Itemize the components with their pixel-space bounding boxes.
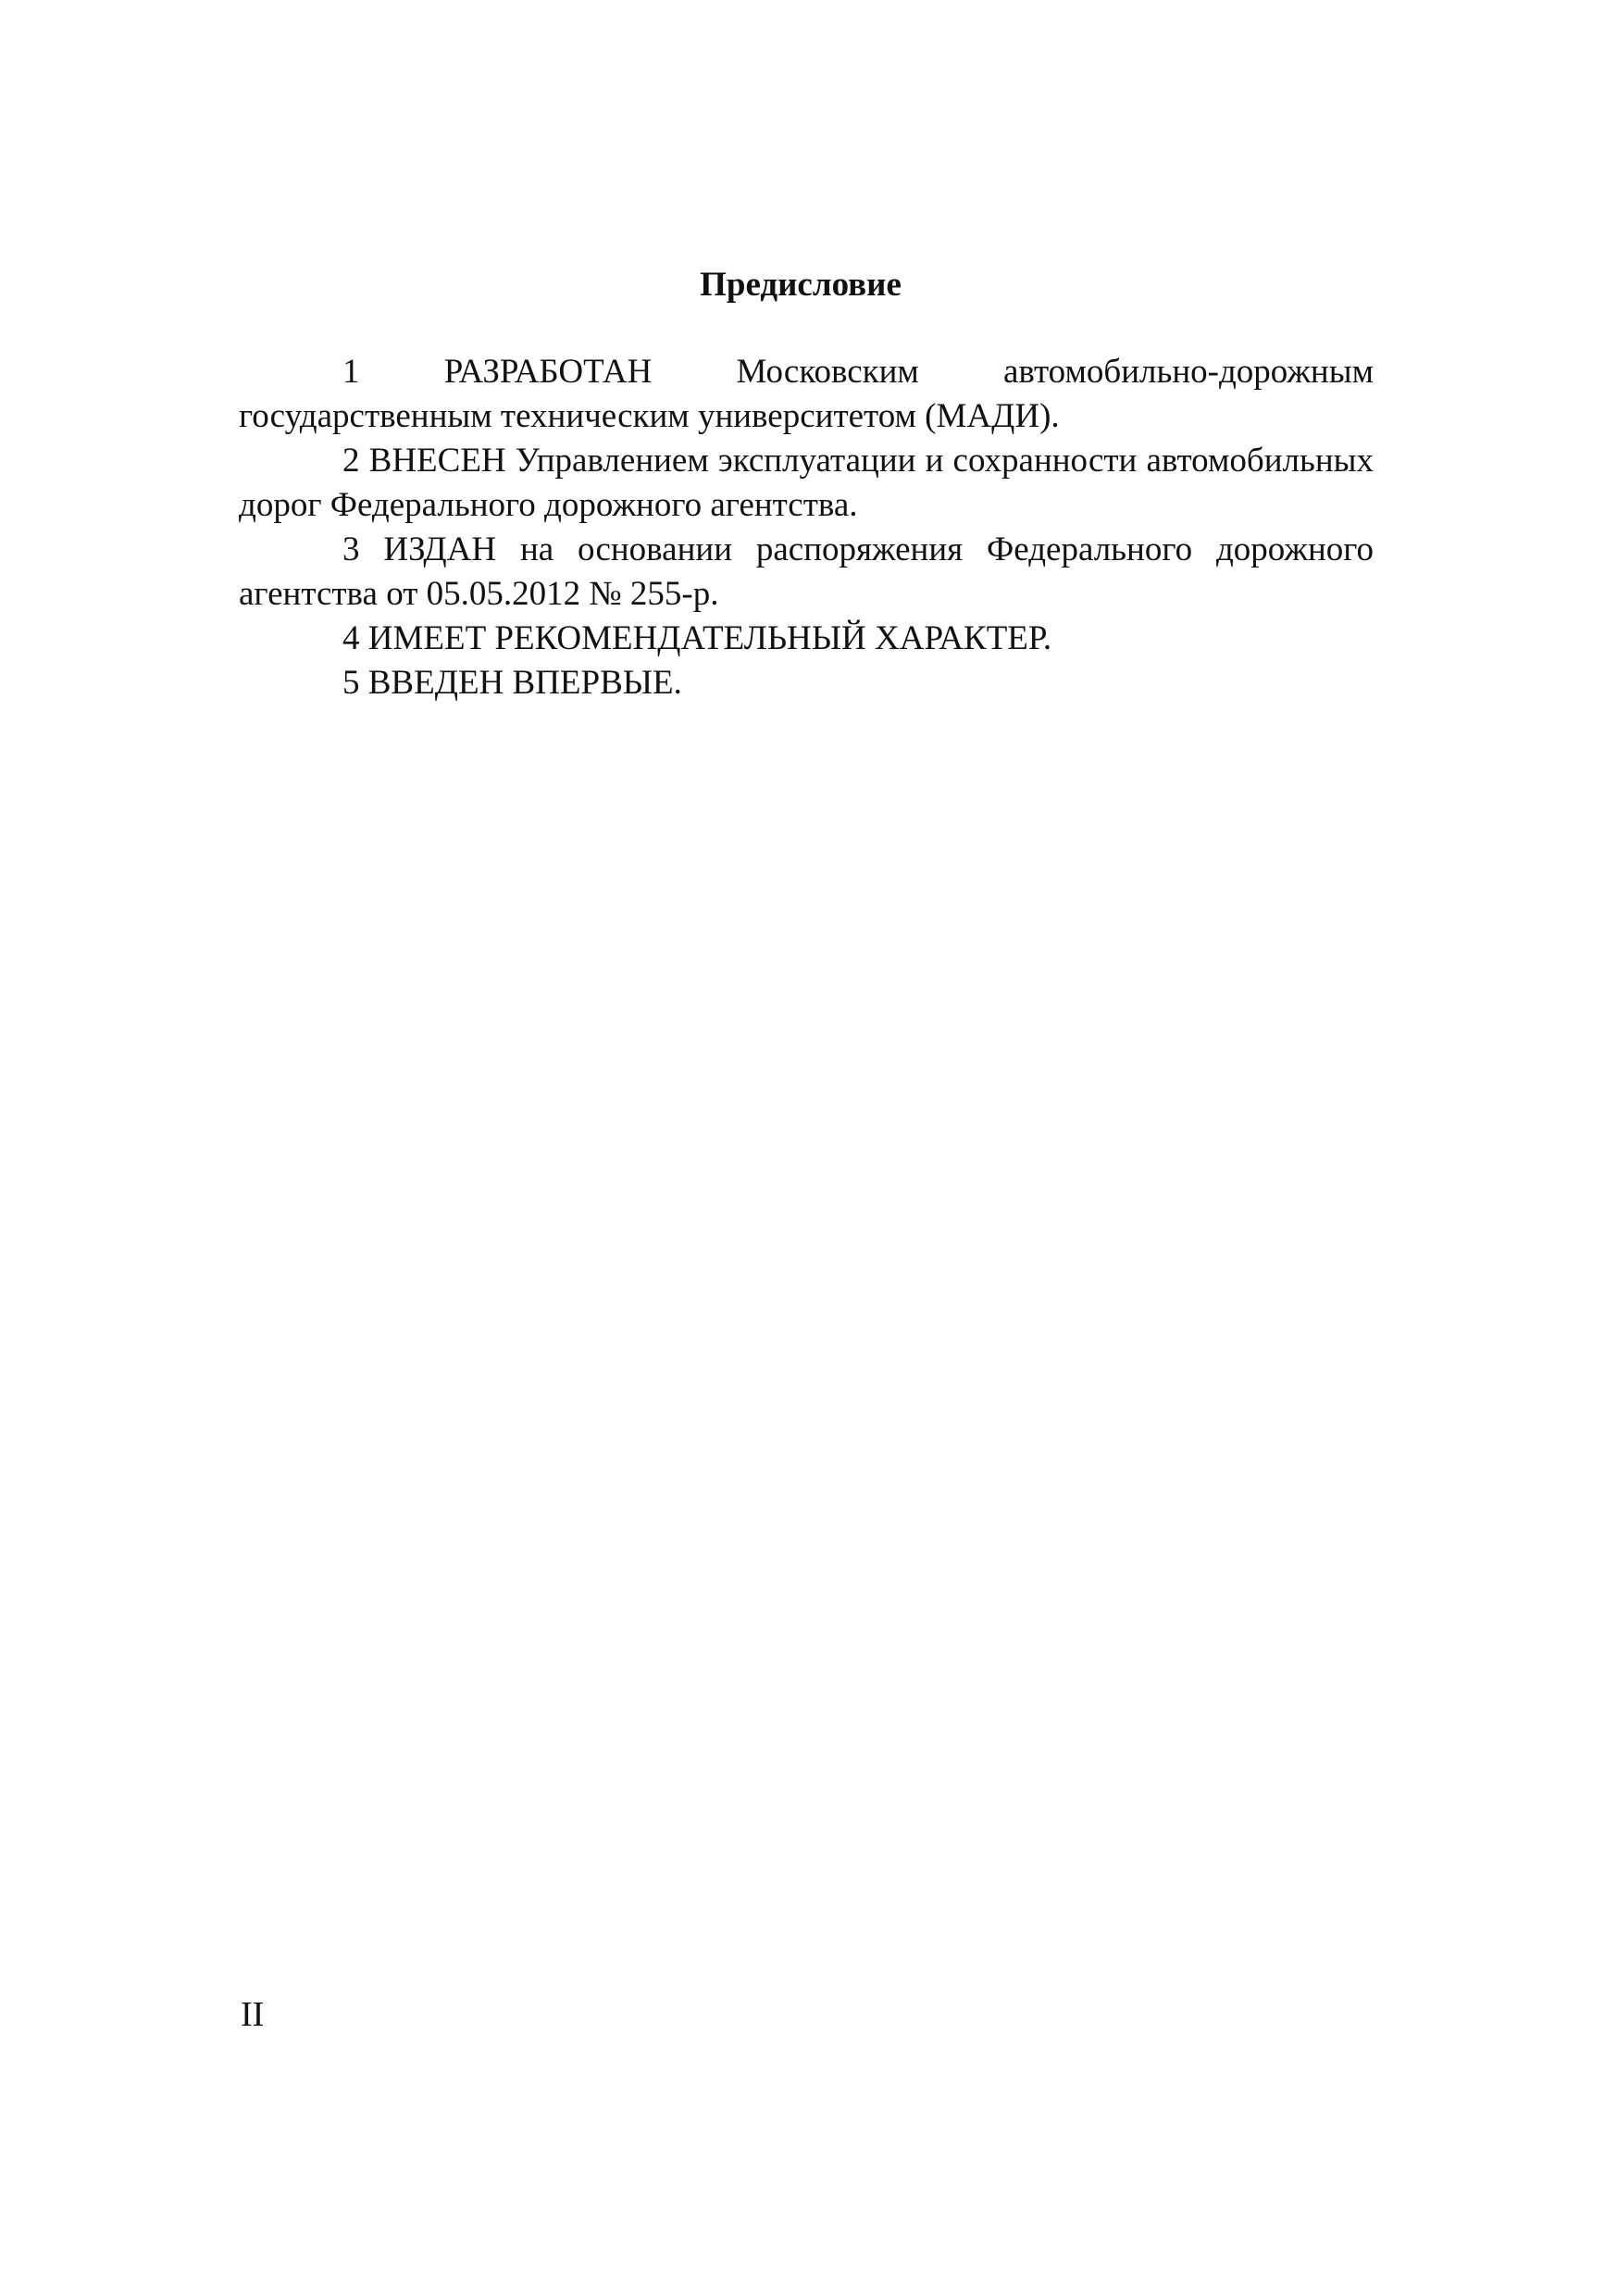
preface-body bbox=[239, 350, 1374, 705]
preface-item-4: 4 ИМЕЕТ РЕКОМЕНДАТЕЛЬНЫЙ ХАРАКТЕР. bbox=[342, 619, 1052, 657]
preface-item-5: 5 ВВЕДЕН ВПЕРВЫЕ. bbox=[342, 664, 682, 702]
page-number: II bbox=[241, 1995, 265, 2034]
preface-item-2: 2 ВНЕСЕН Управлением эксплуатации и сохранности автомобильных дорог Федерального дорожного агентства. bbox=[239, 442, 1374, 524]
preface-item-3: 3 ИЗДАН на основании распоряжения Федерального дорожного агентства от 05.05.2012 № 255-р. bbox=[239, 530, 1374, 613]
section-title: Предисловие bbox=[700, 266, 902, 304]
preface-item-1: 1 РАЗРАБОТАН Московским автомобильно-дорожным государственным техническим университетом (МАДИ). bbox=[239, 353, 1374, 435]
